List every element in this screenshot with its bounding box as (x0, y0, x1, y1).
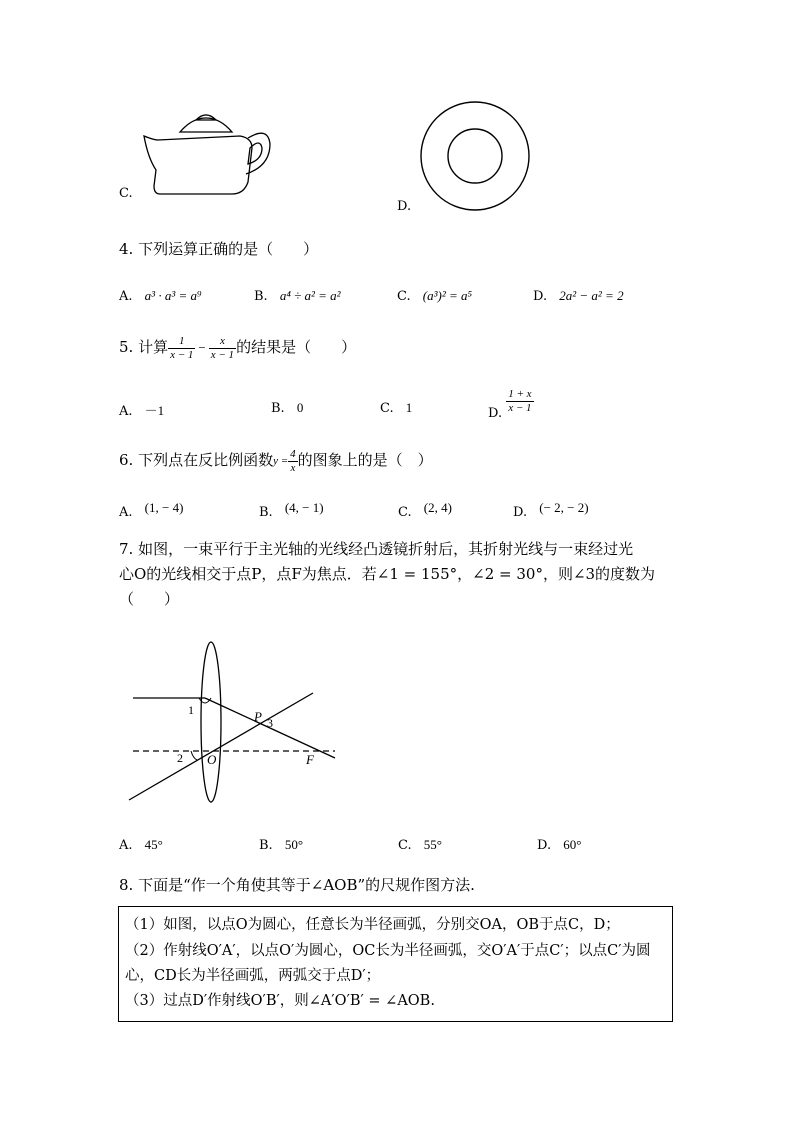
construction-steps-box (118, 906, 673, 1022)
q7-stem-line-3: （ ） (119, 590, 180, 608)
q3-option-c-label: C. (119, 186, 133, 201)
option-fraction (506, 388, 533, 414)
q5-stem (119, 335, 356, 361)
q4-stem: 4. 下列运算正确的是（ ） (119, 240, 319, 258)
angle-2-arc (191, 751, 197, 760)
option-value: (a³)² = a⁵ (422, 288, 473, 303)
teapot-figure (140, 110, 280, 200)
option-value: 50° (284, 837, 304, 852)
option-label: C. (397, 289, 411, 304)
option-label: A. (119, 404, 133, 419)
q5-option-b (271, 400, 303, 416)
option-label: D. (488, 406, 503, 421)
option-label: D. (537, 838, 552, 853)
option-label: A. (119, 505, 133, 520)
option-value: 60° (563, 837, 582, 852)
option-label: D. (533, 289, 548, 304)
step-2-text: （2）作射线O′A′，以点O′为圆心，OC长为半径画弧，交O′A′于点C′；以点C′为圆 (125, 943, 651, 959)
frac-denominator: x − 1 (508, 401, 532, 414)
option-value: －1 (144, 403, 165, 418)
option-value: a³ · a³ = a⁹ (144, 288, 202, 303)
frac-numerator: 4 (290, 448, 296, 460)
frac-numerator: 1 + x (508, 388, 532, 400)
q7-stem-line-2: 心O的光线相交于点P，点F为焦点．若∠1 = 155°，∠2 = 30°，则∠3的度数为 (119, 565, 656, 583)
option-value: 55° (423, 837, 442, 852)
option-label: B. (259, 505, 273, 520)
q6-option-d (513, 500, 589, 520)
option-label: A. (119, 838, 133, 853)
q5-option-c (380, 400, 412, 416)
q6-stem-suffix: 的图象上的是（ ） (297, 451, 433, 470)
ring-figure (418, 99, 532, 213)
q5-fraction-2 (209, 335, 236, 361)
q4-option-d (533, 288, 624, 304)
option-value: 1 (405, 400, 413, 415)
option-value: (2, 4) (423, 500, 452, 515)
option-value: 2a² − a² = 2 (559, 288, 624, 303)
option-label: A. (119, 289, 133, 304)
option-value: a⁴ ÷ a² = a² (279, 288, 341, 303)
option-value: (4, − 1) (284, 500, 324, 515)
step-1-text: （1）如图，以点O为圆心，任意长为半径画弧，分别交OA，OB于点C，D； (125, 917, 620, 933)
q6-stem (119, 448, 433, 474)
q6-stem-prefix: 6. 下列点在反比例函数 (119, 451, 274, 470)
lens-diagram (125, 640, 345, 810)
label-angle-3: 3 (267, 716, 273, 730)
option-label: C. (380, 401, 394, 416)
q6-option-c (398, 500, 452, 520)
option-label: C. (398, 505, 412, 520)
option-label: C. (398, 838, 412, 853)
step-3-text: （3）过点D′作射线O′B′，则∠A′O′B′ = ∠AOB. (125, 993, 435, 1009)
step-2-continued-text: 心，CD长为半径画弧，两弧交于点D′； (125, 968, 381, 984)
label-point-p: P (254, 709, 262, 724)
q6-function-fraction (288, 448, 298, 474)
option-label: B. (254, 289, 268, 304)
frac-numerator: x (209, 335, 236, 349)
q6-option-a (119, 500, 183, 520)
q7-stem-line-1: 7. 如图，一束平行于主光轴的光线经凸透镜折射后，其折射光线与一束经过光 (119, 540, 634, 558)
q5-option-d (488, 388, 534, 421)
q4-option-b (254, 288, 341, 304)
q3-option-d-label: D. (397, 199, 412, 214)
q5-stem-prefix: 5. 计算 (119, 338, 169, 357)
q7-option-c (398, 837, 442, 853)
frac-denominator: x − 1 (170, 348, 194, 361)
q7-option-d (537, 837, 581, 853)
q5-option-a (119, 400, 164, 419)
frac-denominator: x (290, 461, 296, 474)
q4-option-c (397, 288, 472, 304)
frac-numerator: 1 (168, 335, 195, 349)
convex-lens (201, 642, 221, 802)
q5-fraction-1 (168, 335, 195, 361)
option-value: 45° (144, 837, 163, 852)
function-lhs: y = (273, 455, 289, 468)
option-label: D. (513, 505, 528, 520)
minus-sign: − (198, 340, 206, 356)
label-point-f: F (306, 752, 314, 767)
frac-denominator: x − 1 (210, 348, 235, 361)
q5-stem-suffix: 的结果是（ ） (236, 338, 357, 357)
label-angle-1: 1 (188, 703, 194, 717)
q4-option-a (119, 288, 202, 304)
option-value: (− 2, − 2) (539, 500, 589, 515)
option-label: B. (271, 401, 285, 416)
q8-stem: 8. 下面是“作一个角使其等于∠AOB”的尺规作图方法. (119, 876, 475, 894)
q7-option-b (259, 837, 303, 853)
label-angle-2: 2 (177, 751, 183, 765)
option-value: 0 (296, 400, 304, 415)
label-point-o: O (207, 752, 217, 767)
option-label: B. (259, 838, 273, 853)
option-value: (1, − 4) (144, 500, 184, 515)
q7-option-a (119, 837, 163, 853)
q6-option-b (259, 500, 324, 520)
